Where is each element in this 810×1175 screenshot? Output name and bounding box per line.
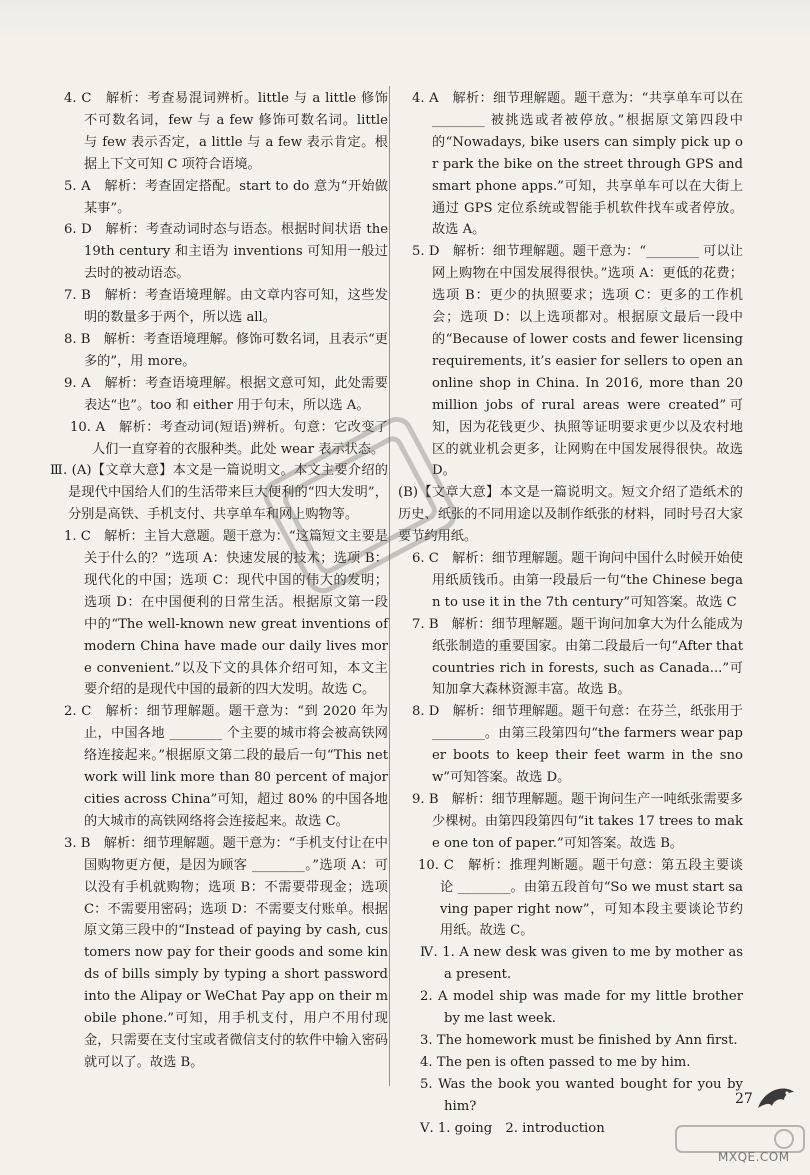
site-logo-icon — [670, 1120, 810, 1175]
watermark-url: MXQE.COM — [718, 1150, 790, 1164]
dolphin-icon — [754, 1078, 798, 1122]
right-column-paragraph: 2. A model ship was made for my little brother by me last week. — [420, 989, 743, 1027]
right-column-paragraph: 3. The homework must be finished by Ann first. — [420, 1032, 738, 1048]
left-column-paragraph: 6. D 解析：考查动词时态与语态。根据时间状语 the 19th century 和主语为 inventions 可知用一般过去时的被动语态。 — [64, 222, 388, 282]
left-column-paragraph: 10. A 解析：考查动词(短语)辨析。句意：它改变了人们一直穿着的衣服种类。此处 wear 表示状态。 — [70, 419, 388, 457]
right-column-paragraph: 4. The pen is often passed to me by him. — [420, 1054, 691, 1070]
right-column-paragraph: 7. B 解析：细节理解题。题干询问加拿大为什么能成为纸张制造的重要国家。由第二段最后一句“After that countries rich in forests, such as Canada...”可知加拿大森林资源丰富。故选 B。 — [412, 616, 743, 698]
right-column-paragraph: 8. D 解析：细节理解题。题干句意：在芬兰，纸张用于 ________。由第三段第四句“the farmers wear paper boots to keep their feet warm in the snow”可知答案。故选 D。 — [412, 704, 743, 786]
left-column-paragraph: Ⅲ. (A)【文章大意】本文是一篇说明文。本文主要介绍的是现代中国给人们的生活带来巨大便利的“四大发明”，分别是高铁、手机支付、共享单车和网上购物等。 — [50, 463, 388, 523]
left-column-paragraph: 7. B 解析：考查语境理解。由文章内容可知，这些发明的数量多于两个，所以选 all。 — [64, 288, 388, 326]
left-column-paragraph: 2. C 解析：细节理解题。题干意为：“到 2020 年为止，中国各地 ________ 个主要的城市将会被高铁网络连接起来。”根据原文第二段的最后一句“This network will link more than 80 percent of major cities across China”可知，超过 80% 的中国各地的大城市的高铁网络将会连接起来。故选 C。 — [64, 704, 388, 829]
left-column-paragraph: 4. C 解析：考查易混词辨析。little 与 a little 修饰不可数名词，few 与 a few 修饰可数名词。little 与 few 表示否定，a little 与 a few 表示肯定。根据上下文可知 C 项符合语境。 — [64, 91, 388, 172]
right-column-paragraph: 5. Was the book you wanted bought for you by him? — [420, 1076, 743, 1114]
right-column-paragraph: 9. B 解析：细节理解题。题干询问生产一吨纸张需要多少棵树。由第四段第四句“it takes 17 trees to make one ton of paper.”可知答案。故选 B。 — [412, 792, 743, 851]
left-column-paragraph: 1. C 解析：主旨大意题。题干意为：“这篇短文主要是关于什么的？”选项 A：快速发展的技术；选项 B：现代化的中国；选项 C：现代中国的伟大的发明；选项 D：在中国便利的日常生活。根据原文第一段中的“The well-known new great inventions of modern China have made our daily lives more convenient.”以及下文的具体介绍可知，本文主要介绍的是现代中国的最新的四大发明。故选 C。 — [64, 529, 388, 698]
right-column-paragraph: 10. C 解析：推理判断题。题干句意：第五段主要谈论 ________。由第五段首句“So we must start saving paper right now”，可知本段主要谈论节约用纸。故选 C。 — [418, 857, 743, 939]
right-column-paragraph: 5. D 解析：细节理解题。题干意为：“________ 可以让网上购物在中国发展得很快。”选项 A：更低的花费；选项 B：更少的执照要求；选项 C：更多的工作机会；选项 D：以上选项都对。根据原文最后一段中的“Because of lower costs and fewer licensing requirements, it’s easier for sellers to open an online shop in China. In 2016, more than 20 million jobs of rural areas were created”可知，因为花钱更少、执照等证明要求更少以及农村地区的就业机会更多，让网购在中国发展得很快。故选 D。 — [412, 244, 743, 479]
right-column-paragraph: 6. C 解析：细节理解题。题干询问中国什么时候开始使用纸质钱币。由第一段最后一句“the Chinese began to use it in the 7th century”可知答案。故选 C — [412, 551, 743, 610]
watermark-stamp — [260, 405, 460, 605]
left-column-paragraph: 8. B 解析：考查语境理解。修饰可数名词，且表示“更多的”，用 more。 — [64, 331, 388, 369]
right-column-paragraph: Ⅳ. 1. A new desk was given to me by mother as a present. — [420, 945, 743, 983]
right-column-paragraph: 4. A 解析：细节理解题。题干意为：“共享单车可以在 ________ 被挑选或者被停放。”根据原文第四段中的“Nowadays, bike users can simply pick up or park the bike on the street through GPS and smart phone apps.”可知，共享单车可以在大街上通过 GPS 定位系统或智能手机软件找车或者停放。故选 A。 — [412, 91, 743, 238]
page-number: 27 — [735, 1091, 753, 1107]
right-column-paragraph: (B)【文章大意】本文是一篇说明文。短文介绍了造纸术的历史、纸张的不同用途以及制作纸张的材料，同时号召大家要节约用纸。 — [398, 485, 743, 545]
left-column-paragraph: 5. A 解析：考查固定搭配。start to do 意为“开始做某事”。 — [64, 178, 388, 216]
right-column — [398, 88, 743, 1140]
left-column-paragraph: 9. A 解析：考查语境理解。根据文意可知，此处需要表达“也”。too 和 either 用于句末，所以选 A。 — [64, 375, 388, 413]
right-column-paragraph: Ⅴ. 1. going 2. introduction — [420, 1120, 605, 1136]
left-column-paragraph: 3. B 解析：细节理解题。题干意为：“手机支付让在中国购物更方便，是因为顾客 ________。”选项 A：可以没有手机就购物；选项 B：不需要带现金；选项 C：不需要用密码；选项 D：不需要支付账单。根据原文第三段中的“Instead of paying by cash, customers now pay for their goods and some kinds of bills simply by typing a short password into the Alipay or WeChat Pay app on their mobile phone.”可知，用手机支付，用户不用付现金，只需要在支付宝或者微信支付的软件中输入密码就可以了。故选 B。 — [64, 835, 388, 1070]
page-top-edge — [0, 0, 810, 40]
